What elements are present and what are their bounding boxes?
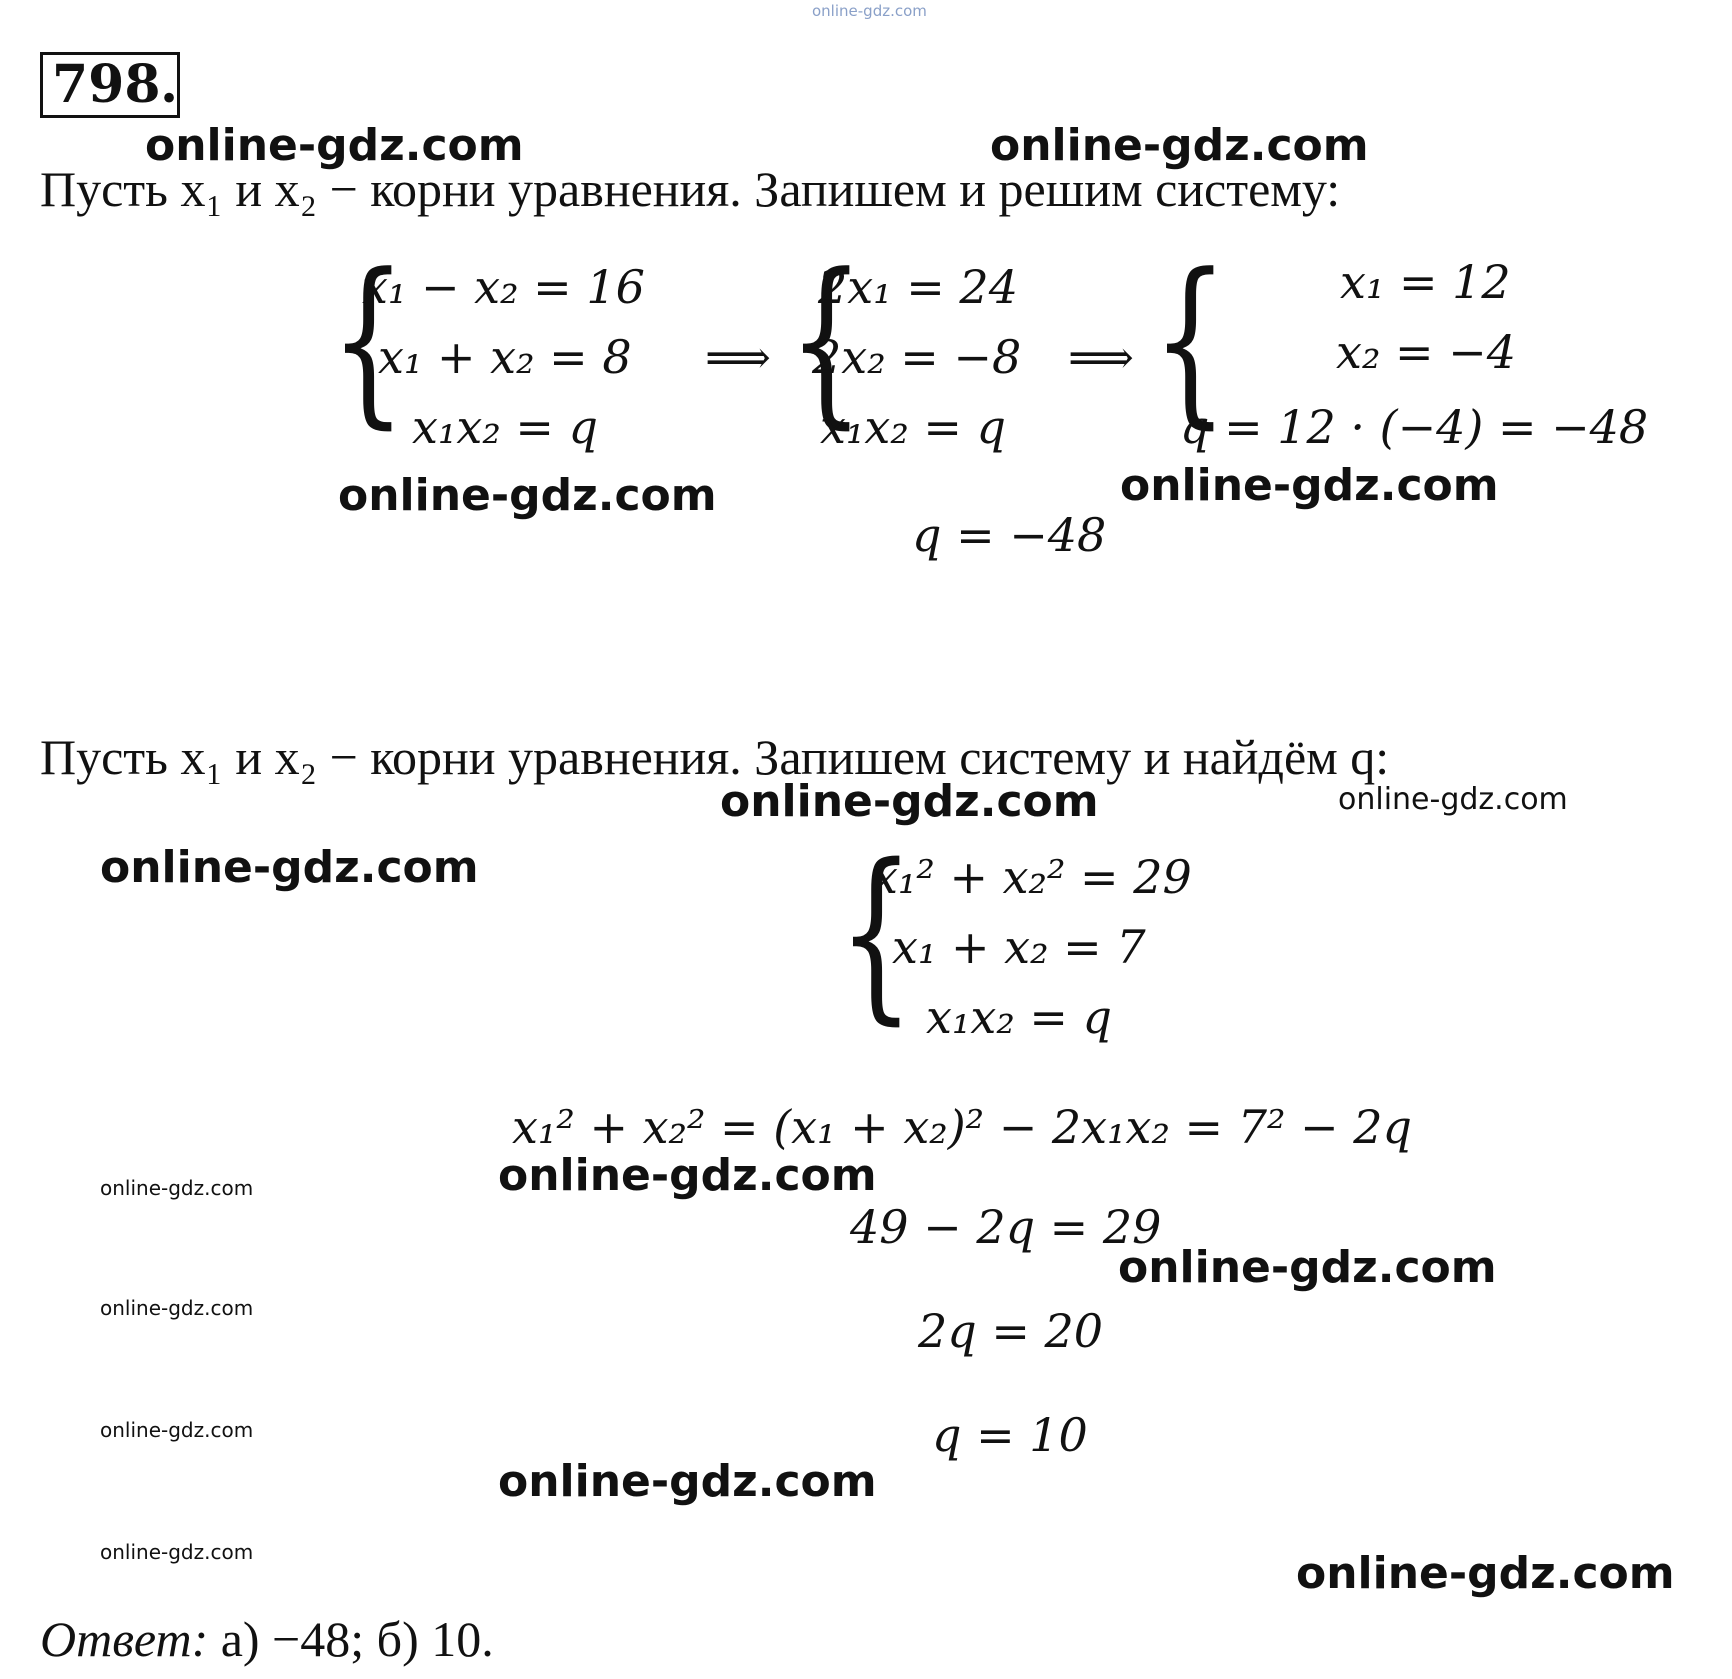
watermark: online-gdz.com (100, 1296, 254, 1320)
system1-line: x₁x₂ = q (412, 400, 598, 454)
system-b-line: x₁ + x₂ = 7 (892, 920, 1146, 974)
step-line: 2q = 20 (918, 1304, 1104, 1358)
watermark: online-gdz.com (990, 120, 1369, 171)
watermark: online-gdz.com (100, 1418, 254, 1442)
brace-icon: { (330, 237, 407, 446)
answer-text: а) −48; б) 10. (220, 1611, 494, 1667)
watermark: online-gdz.com (1120, 460, 1499, 511)
watermark: online-gdz.com (338, 470, 717, 521)
system-b-line: x₁² + x₂² = 29 (872, 850, 1192, 904)
watermark: online-gdz.com (100, 842, 479, 893)
implies-arrow-icon: ⟹ (1068, 330, 1134, 384)
watermark: online-gdz.com (100, 1176, 254, 1200)
system1-line: x₁ − x₂ = 16 (362, 260, 645, 314)
system2-line: 2x₁ = 24 (818, 260, 1018, 314)
system2-line: x₁x₂ = q (820, 400, 1006, 454)
watermark: online-gdz.com (1338, 782, 1568, 817)
watermark-top: online-gdz.com (812, 2, 927, 20)
problem-number-dot: . (160, 54, 179, 115)
part-a-text: Пусть x₁ и x₂ − корни уравнения. Запишем и решим систему: (40, 161, 1341, 217)
step-line: 49 − 2q = 29 (850, 1200, 1162, 1254)
step-line: q = 10 (932, 1408, 1088, 1462)
watermark: online-gdz.com (498, 1456, 877, 1507)
answer (40, 1610, 494, 1668)
answer-label: Ответ: (40, 1611, 209, 1667)
part-b-text: Пусть x₁ и x₂ − корни уравнения. Запишем систему и найдём q: (40, 729, 1390, 785)
system2-line: 2x₂ = −8 (812, 330, 1022, 384)
system-b-line: x₁x₂ = q (926, 990, 1112, 1044)
system3-line: q = 12 · (−4) = −48 (1180, 400, 1649, 454)
watermark: online-gdz.com (720, 776, 1099, 827)
watermark: online-gdz.com (1118, 1242, 1497, 1293)
system1-line: x₁ + x₂ = 8 (378, 330, 632, 384)
step-line: x₁² + x₂² = (x₁ + x₂)² − 2x₁x₂ = 7² − 2q (512, 1100, 1412, 1154)
implies-arrow-icon: ⟹ (705, 330, 771, 384)
brace-icon: { (1152, 237, 1229, 446)
watermark: online-gdz.com (1296, 1548, 1675, 1599)
part-a-result: q = −48 (912, 508, 1107, 562)
problem-number: 798 (52, 54, 161, 115)
brace-icon: { (838, 826, 915, 1042)
watermark: online-gdz.com (145, 120, 524, 171)
brace-icon: { (788, 237, 865, 446)
system3-line: x₂ = −4 (1336, 325, 1516, 379)
watermark: online-gdz.com (498, 1150, 877, 1201)
watermark: online-gdz.com (100, 1540, 254, 1564)
system3-line: x₁ = 12 (1340, 255, 1511, 309)
